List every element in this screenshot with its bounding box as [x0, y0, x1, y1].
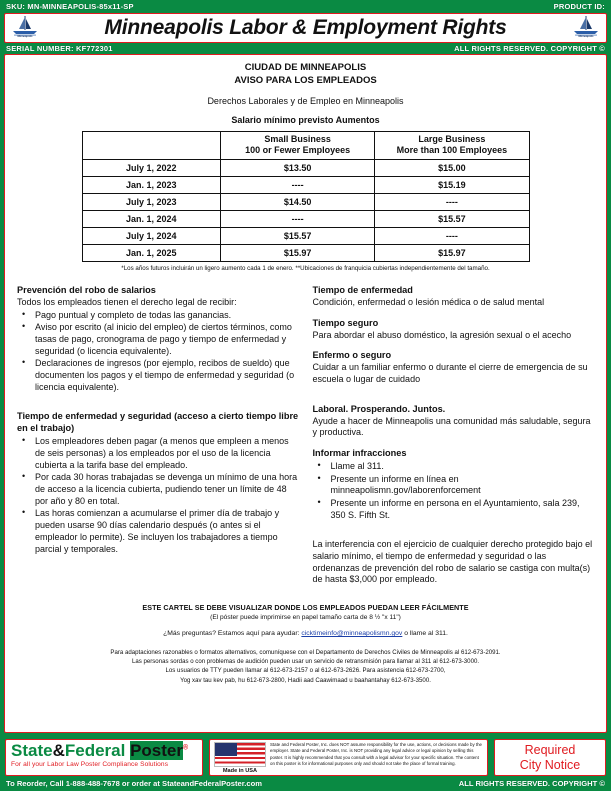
- serial-bar: [0, 43, 611, 54]
- table-cell-large: $15.19: [375, 176, 529, 193]
- copyright-label-top: ALL RIGHTS RESERVED. COPYRIGHT ©: [454, 44, 605, 53]
- notice-line2: (El póster puede imprimirse en papel tamaño carta de 8 ½ "x 11"): [210, 614, 401, 622]
- wage-table-title: Salario mínimo previsto Aumentos: [231, 115, 380, 126]
- city-notice-label: City Notice: [519, 757, 581, 772]
- brand-wordmark: [11, 742, 197, 760]
- accommodation-fine-print: [17, 648, 594, 685]
- poster-body: [4, 54, 607, 733]
- fine-print-line: Las personas sordas o con problemas de audición pueden usar un servicio de retransmisión para llamar al 311 al 612-673-3000.: [131, 658, 480, 666]
- product-id-label: PRODUCT ID:: [553, 2, 605, 11]
- report-heading: Informar infracciones: [312, 447, 407, 458]
- list-item: • Los empleadores deben pagar (a menos que empleen a menos de seis personas) a los empleados por el uso de la licencia cubierta a la tarifa base del empleado.: [17, 436, 299, 471]
- brand-state: State: [11, 741, 53, 760]
- logo-caption-right: Minneapolis: [578, 35, 594, 39]
- reorder-text[interactable]: To Reorder, Call 1-888-488-7678 or order at StateandFederalPoster.com: [6, 779, 263, 788]
- table-cell-small: $14.50: [221, 193, 375, 210]
- intro-subtitle: Derechos Laborales y de Empleo en Minneapolis: [207, 96, 404, 107]
- table-cell-small: ----: [221, 210, 375, 227]
- table-cell-small: $13.50: [221, 159, 375, 176]
- report-bullets: [313, 461, 595, 521]
- table-header-small-business: Small Business 100 or Fewer Employees: [221, 132, 375, 160]
- serial-number-label: SERIAL NUMBER: KF772301: [6, 44, 113, 53]
- table-cell-date: Jan. 1, 2024: [82, 210, 221, 227]
- intro-line2: AVISO PARA LOS EMPLEADOS: [234, 74, 377, 86]
- brand-poster: Poster: [130, 741, 183, 760]
- list-item: • Llame al 311.: [313, 461, 595, 473]
- right-column: [313, 285, 595, 595]
- minimum-wage-table: [82, 131, 530, 262]
- made-in-usa-label: Made in USA: [222, 768, 258, 774]
- section-working-together: [313, 404, 595, 439]
- usa-flag-icon: [214, 742, 266, 767]
- usa-flag-wrap: [214, 742, 266, 774]
- working-together-body: Ayude a hacer de Minneapolis una comunidad más saludable, segura y productiva.: [312, 415, 591, 438]
- sick-safe-bullets: [17, 436, 299, 555]
- sick-or-safe-body: Cuidar a un familiar enfermo o durante el cierre de emergencia de su escuela o lugar de cuidado: [312, 362, 588, 384]
- table-cell-date: July 1, 2024: [82, 227, 221, 244]
- sick-safe-heading: Tiempo de enfermedad y seguridad (acceso a cierto tiempo libre en el trabajo): [17, 411, 299, 434]
- table-row: [82, 193, 529, 210]
- wage-theft-bullets: [17, 310, 299, 394]
- table-row: [82, 227, 529, 244]
- footer: [0, 735, 611, 791]
- minneapolis-city-logo-left-icon: [9, 15, 41, 41]
- notice-line1: ESTE CARTEL SE DEBE VISUALIZAR DONDE LOS EMPLEADOS PUEDAN LEER FÁCILMENTE: [142, 603, 469, 613]
- table-row: [82, 176, 529, 193]
- notice-questions: [17, 630, 594, 637]
- table-cell-small: $15.57: [221, 227, 375, 244]
- list-item: • Aviso por escrito (al inicio del empleo) de ciertos términos, como tasas de pago, cronograma de pago y tiempo de enfermedad y seguridad (o licencia equivalente).: [17, 322, 299, 357]
- title-band: [4, 13, 607, 43]
- brand-tagline: For all your Labor Law Poster Compliance Solutions: [11, 760, 169, 768]
- sick-or-safe-heading: Enfermo o seguro: [312, 350, 392, 361]
- table-cell-date: Jan. 1, 2025: [82, 244, 221, 261]
- table-cell-small: $15.97: [221, 244, 375, 261]
- section-sick-safe-time: [17, 411, 299, 555]
- table-cell-large: $15.97: [375, 244, 529, 261]
- list-item: • Pago puntual y completo de todas las ganancias.: [17, 310, 299, 322]
- table-cell-large: ----: [375, 227, 529, 244]
- section-sick-time: [313, 285, 595, 309]
- fine-print-line: Para adaptaciones razonables o formatos alternativos, comuníquese con el Departamento de Derechos Civiles de Minneapolis al 612-673-2091.: [110, 649, 501, 657]
- disclaimer-box: [209, 739, 488, 776]
- intro-line1: CIUDAD DE MINNEAPOLIS: [244, 62, 367, 73]
- table-header-large-business: Large Business More than 100 Employees: [375, 132, 529, 160]
- flag-canton: [215, 743, 237, 756]
- wage-theft-heading: Prevención del robo de salarios: [17, 285, 156, 295]
- section-sick-or-safe: [313, 350, 595, 385]
- table-cell-date: July 1, 2022: [82, 159, 221, 176]
- table-header-blank: [82, 132, 221, 160]
- section-report-violations: [313, 448, 595, 521]
- footer-boxes: [0, 735, 611, 777]
- section-penalty: [313, 539, 595, 586]
- sick-time-heading: Tiempo de enfermedad: [312, 285, 413, 295]
- table-cell-small: ----: [221, 176, 375, 193]
- table-cell-large: $15.57: [375, 210, 529, 227]
- minneapolis-city-logo-right-icon: [570, 15, 602, 41]
- table-row: [82, 210, 529, 227]
- required-label: Required: [524, 742, 576, 757]
- list-item: • Presente un informe en línea en minneapolismn.gov/laborenforcement: [313, 474, 595, 497]
- registered-trademark-icon: ®: [183, 744, 189, 752]
- table-row: [82, 244, 529, 261]
- page-title: Minneapolis Labor & Employment Rights: [104, 16, 507, 39]
- copyright-label-bottom: ALL RIGHTS RESERVED. COPYRIGHT ©: [458, 779, 605, 788]
- display-notice: [17, 603, 594, 637]
- section-wage-theft: [17, 285, 299, 393]
- state-and-federal-poster-logo[interactable]: [5, 739, 203, 776]
- fine-print-line: Los usuarios de TTY pueden llamar al 612-673-2157 o al 612-673-2626. Para asistencia 612-673-2700,: [165, 667, 446, 675]
- sick-time-body: Condición, enfermedad o lesión médica o de salud mental: [312, 296, 545, 307]
- content-columns: [17, 285, 594, 595]
- notice-questions-pre: ¿Más preguntas? Estamos aquí para ayudar:: [163, 630, 302, 638]
- section-safe-time: [313, 318, 595, 342]
- fine-print-line: Yog xav tau kev pab, hu 612-673-2800, Hadii aad Caawimaad u baahantahay 612-673-3500.: [180, 676, 431, 684]
- required-city-notice-badge: [494, 739, 606, 776]
- footer-bar: [0, 777, 611, 790]
- table-cell-date: Jan. 1, 2023: [82, 176, 221, 193]
- safe-time-heading: Tiempo seguro: [312, 317, 379, 328]
- table-cell-date: July 1, 2023: [82, 193, 221, 210]
- sku-label: SKU: MN-MINNEAPOLIS-85x11-SP: [6, 2, 134, 11]
- list-item: • Por cada 30 horas trabajadas se devenga un mínimo de una hora de acceso a la licencia cubierta, pudiendo tener un límite de 48 por año y 80 en total.: [17, 472, 299, 507]
- contact-email-link[interactable]: cicktimeinfo@minneapolismn.gov: [301, 630, 403, 638]
- list-item: • Declaraciones de ingresos (por ejemplo, recibos de sueldo) que documenten los pagos y el tiempo de enfermedad y seguridad (o licencia equivalente).: [17, 358, 299, 393]
- brand-amp: &: [52, 741, 65, 760]
- brand-federal: Federal: [64, 741, 126, 760]
- table-cell-large: ----: [375, 193, 529, 210]
- sku-bar: [0, 0, 611, 13]
- table-cell-large: $15.00: [375, 159, 529, 176]
- wage-table-footnote: *Los años futuros incluirán un ligero aumento cada 1 de enero. **Ubicaciones de franquicia cubiertas independientemente del tamaño.: [121, 264, 490, 272]
- logo-caption-left: Minneapolis: [17, 35, 33, 39]
- wage-theft-intro: Todos los empleados tienen el derecho legal de recibir:: [17, 296, 237, 307]
- intro-heading: [17, 62, 594, 87]
- working-together-heading: Laboral. Prosperando. Juntos.: [312, 403, 446, 414]
- safe-time-body: Para abordar el abuso doméstico, la agresión sexual o el acecho: [312, 329, 572, 340]
- disclaimer-text: State and Federal Poster, Inc. does NOT assume responsibility for the use, actions, or decisions made by the employer. State and Federal Poster, Inc. is NOT providing any legal advice or legal opinion by selling this poster. It is highly recommended that you consult with a legal advisor for your specific situation. The content on this poster is for informational purposes only and should not take the place of formal training.: [270, 742, 482, 766]
- list-item: • Las horas comienzan a acumularse el primer día de trabajo y pueden usarse 90 días calendario después (o antes si el empleador lo permite). Se incluyen los trabajadores a tiempo parcial y temporales.: [17, 508, 299, 555]
- list-item: • Presente un informe en persona en el Ayuntamiento, sala 239, 350 S. Fifth St.: [313, 498, 595, 521]
- notice-questions-post: o llame al 311.: [402, 630, 448, 638]
- table-header-row: [82, 132, 529, 160]
- penalty-text: La interferencia con el ejercicio de cualquier derecho protegido bajo el salario mínimo, el tiempo de enfermedad y seguridad o las ordenanzas de prevención del robo de salario se castiga con multa(s) de hasta $3,000 por empleado.: [312, 539, 593, 585]
- table-row: [82, 159, 529, 176]
- left-column: [17, 285, 299, 595]
